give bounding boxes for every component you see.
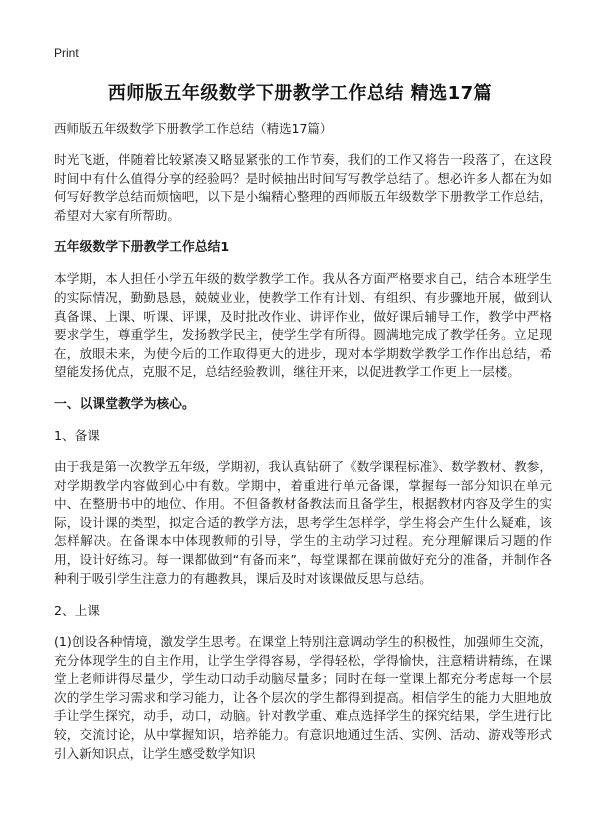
document-subtitle: 西师版五年级数学下册教学工作总结（精选17篇） [54,121,333,136]
item-paragraph-class: (1)创设各种情境，激发学生思考。在课堂上特别注意调动学生的积极性，加强师生交流，充分体现学生的自主作用，让学生学得容易，学得轻松，学得愉快，注意精讲精练，在课堂上老师讲得尽量少，学生动口动手动脑尽量多；同时在每一堂课上都充分考虑每一个层次的学生学习需求和学习能力，让各个层次的学生都得到提高。相信学生的能力大胆地放手让学生探究，动手，动口，动脑。针对教学重、难点选择学生的探究结果，学生进行比较，交流讨论，从中掌握知识，培养能力。有意识地通过生活、实例、活动、游戏等形式引入新知识点，让学生感受数学知识 [54,634,552,761]
section-heading: 五年级数学下册教学工作总结1 [54,240,230,256]
item-heading-prepare: 1、备课 [54,427,100,443]
part-heading: 一、以课堂教学为核心。 [54,396,195,412]
document-body [54,120,552,777]
intro-paragraph: 时光飞逝，伴随着比较紧凑又略显紧张的工作节奏，我们的工作又将告一段落了，在这段时间中有什么值得分享的经验吗？是时候抽出时间写写教学总结了。想必许多人都在为如何写好教学总结而烦恼吧，以下是小编精心整理的西师版五年级数学下册教学工作总结，希望对大家有所帮助。 [54,152,552,223]
print-link[interactable]: Print [54,46,79,60]
item-heading-class: 2、上课 [54,603,100,619]
section-paragraph: 本学期，本人担任小学五年级的数学教学工作。我从各方面严格要求自己，结合本班学生的实际情况，勤勤恳恳，兢兢业业，使教学工作有计划、有组织、有步骤地开展，做到认真备课、上课、听课、评课，及时批改作业、讲评作业，做好课后辅导工作，教学中严格要求学生，尊重学生，发扬教学民主，使学生学有所得。圆满地完成了教学任务。立足现在，放眼未来，为使今后的工作取得更大的进步，现对本学期数学教学工作作出总结，希望能发扬优点，克服不足，总结经验教训，继往开来，以促进教学工作更上一层楼。 [54,271,552,380]
item-paragraph-prepare: 由于我是第一次教学五年级，学期初，我认真钻研了《数学课程标准》、数学教材、教参，对学期教学内容做到心中有数。学期中，着重进行单元备课，掌握每一部分知识在单元中、在整册书中的地位、作用。不但备教材备教法而且备学生，根据教材内容及学生的实际，设计课的类型，拟定合适的教学方法，思考学生怎样学，学生将会产生什么疑难，该怎样解决。在备课本中体现教师的引导，学生的主动学习过程。充分理解课后习题的作用，设计好练习。每一课都做到“有备而来”，每堂课都在课前做好充分的准备，并制作各种利于吸引学生注意力的有趣教具，课后及时对该课做反思与总结。 [54,458,552,586]
page-title: 西师版五年级数学下册教学工作总结 精选17篇 [107,83,493,104]
